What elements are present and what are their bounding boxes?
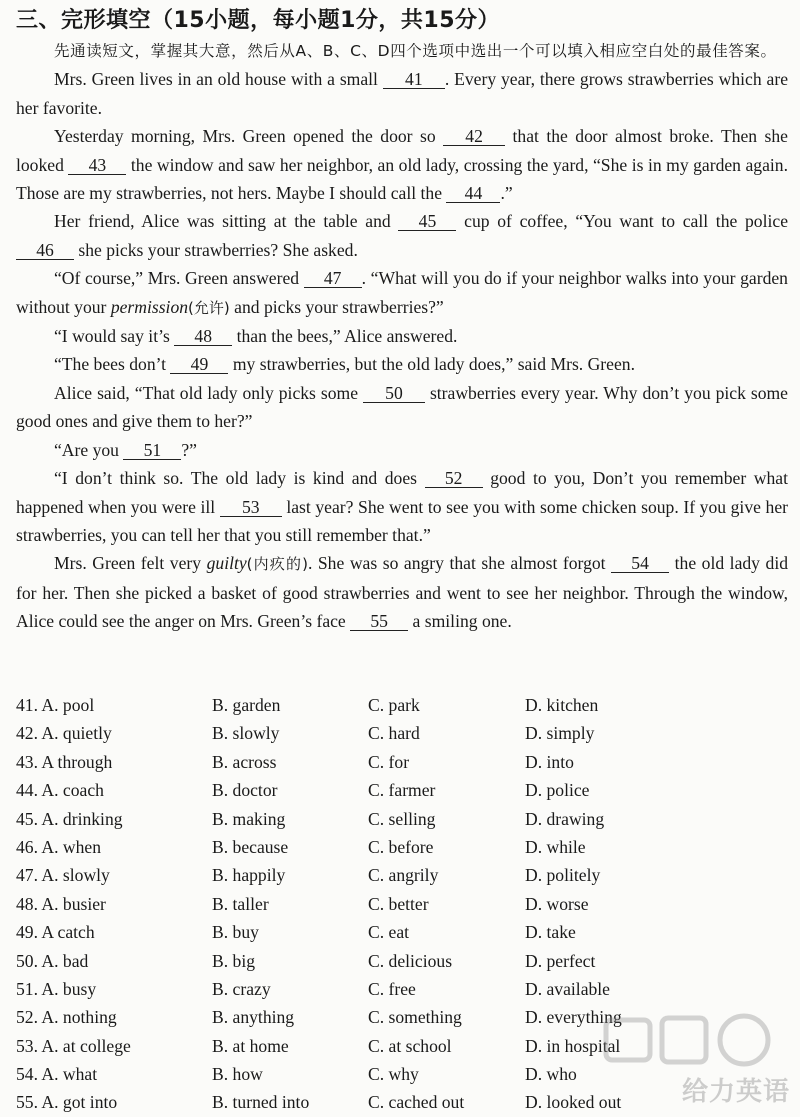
option-c: C. farmer [368, 780, 436, 801]
option-d: D. drawing [525, 808, 605, 829]
blank-55: 55 [350, 612, 408, 631]
option-d: D. politely [525, 865, 601, 886]
option-b: B. taller [212, 893, 269, 914]
vocab-gloss: (内疚的) [246, 555, 308, 574]
option-row-45 [16, 805, 796, 833]
blank-45: 45 [398, 212, 456, 231]
paragraph-3 [16, 207, 788, 264]
option-c: C. selling [368, 808, 436, 829]
option-c: C. better [368, 893, 429, 914]
option-b: B. doctor [212, 780, 278, 801]
option-a: 45. A. drinking [16, 808, 123, 829]
option-a: 55. A. got into [16, 1092, 118, 1113]
option-a: 46. A. when [16, 836, 102, 857]
option-a: 51. A. busy [16, 978, 97, 999]
option-b: B. slowly [212, 723, 280, 744]
passage-text: . “What will you do if your neighbor walks into your garden without your [16, 268, 788, 317]
passage-text: . She was so angry that she almost forgot [307, 553, 612, 574]
blank-52: 52 [425, 469, 483, 488]
option-a: 47. A. slowly [16, 865, 110, 886]
option-d: D. while [525, 836, 586, 857]
paragraph-7 [16, 379, 788, 436]
option-row-48 [16, 890, 796, 918]
vocab-gloss: (允许) [188, 298, 230, 317]
section-title: 三、完形填空（15小题，每小题1分，共15分） [16, 8, 501, 33]
cloze-passage [16, 37, 788, 636]
blank-48: 48 [174, 327, 232, 346]
option-row-47 [16, 861, 796, 889]
option-row-54 [16, 1060, 796, 1088]
paragraph-5 [16, 322, 788, 350]
option-a: 41. A. pool [16, 695, 95, 715]
passage-text: Mrs. Green felt very [54, 553, 207, 574]
option-a: 50. A. bad [16, 950, 89, 971]
option-d: D. available [525, 978, 610, 999]
blank-49: 49 [170, 355, 228, 374]
option-d: D. into [525, 751, 574, 772]
option-row-42 [16, 719, 796, 747]
option-a: 42. A. quietly [16, 723, 112, 744]
passage-text: the old lady did for her. Then she picked a basket of good strawberries and went to see her neighbor. Through the window, Alice could see the anger on Mrs. Green’s face [16, 553, 788, 632]
option-b: B. across [212, 751, 277, 772]
paragraph-2 [16, 122, 788, 207]
option-d: D. who [525, 1064, 577, 1085]
passage-text: my strawberries, but the old lady does,” said Mrs. Green. [228, 354, 635, 375]
passage-text: “I would say it’s [54, 326, 175, 347]
paragraph-6 [16, 350, 788, 378]
option-row-50 [16, 947, 796, 975]
option-b: B. because [212, 836, 289, 857]
option-row-41 [16, 691, 796, 719]
option-d: D. perfect [525, 950, 596, 971]
blank-53: 53 [220, 498, 282, 517]
option-row-55 [16, 1088, 796, 1116]
blank-54: 54 [611, 554, 669, 573]
option-d: D. in hospital [525, 1035, 621, 1056]
option-c: C. something [368, 1007, 462, 1028]
option-d: D. kitchen [525, 695, 599, 715]
passage-text: that the door almost broke. Then she looked [16, 126, 788, 175]
option-d: D. simply [525, 723, 595, 744]
paragraph-9 [16, 464, 788, 549]
option-d: D. worse [525, 893, 589, 914]
option-a: 48. A. busier [16, 893, 106, 914]
option-c: C. eat [368, 922, 410, 943]
option-a: 43. A through [16, 751, 113, 772]
passage-text: Alice said, “That old lady only picks some [54, 382, 363, 403]
option-row-46 [16, 833, 796, 861]
passage-text: the window and saw her neighbor, an old lady, crossing the yard, “She is in my garden again. Those are my strawberries, not hers. Maybe I should call the [16, 154, 788, 204]
blank-43: 43 [68, 156, 126, 175]
blank-50: 50 [363, 384, 425, 403]
option-a: 49. A catch [16, 922, 95, 943]
passage-text: “Are you [54, 439, 124, 460]
option-b: B. crazy [212, 978, 271, 999]
passage-text: and picks your strawberries?” [229, 296, 444, 317]
option-a: 44. A. coach [16, 780, 104, 801]
passage-text: Her friend, Alice was sitting at the table and [54, 211, 399, 232]
option-b: B. anything [212, 1007, 295, 1028]
option-row-43 [16, 748, 796, 776]
passage-text: good to you, Don’t you remember what happened when you were ill [16, 468, 788, 517]
passage-text: “Of course,” Mrs. Green answered [54, 268, 304, 289]
option-row-51 [16, 975, 796, 1003]
passage-text: than the bees,” Alice answered. [232, 326, 458, 347]
option-row-49 [16, 918, 796, 946]
option-c: C. angrily [368, 865, 439, 886]
option-c: C. for [368, 751, 410, 772]
blank-42: 42 [443, 127, 505, 146]
vocab-word: permission [110, 296, 189, 317]
option-c: C. hard [368, 723, 420, 744]
option-b: B. garden [212, 695, 281, 715]
paragraph-4 [16, 264, 788, 322]
blank-46: 46 [16, 241, 74, 260]
passage-text: she picks your strawberries? She asked. [74, 239, 358, 260]
option-c: C. at school [368, 1035, 452, 1056]
instructions: 先通读短文，掌握其大意，然后从A、B、C、D四个选项中选出一个可以填入相应空白处的最佳答案。 [54, 42, 777, 60]
option-c: C. free [368, 978, 416, 999]
passage-text: strawberries every year. Why don’t you pick some good ones and give them to her?” [16, 382, 788, 432]
passage-text: cup of coffee, “You want to call the police [456, 211, 788, 232]
passage-text: .” [500, 183, 513, 204]
option-d: D. everything [525, 1007, 622, 1028]
option-a: 53. A. at college [16, 1035, 131, 1056]
option-d: D. looked out [525, 1092, 622, 1113]
passage-text: ?” [181, 439, 197, 460]
passage-text: a smiling one. [408, 611, 512, 632]
option-row-52 [16, 1003, 796, 1031]
option-b: B. happily [212, 865, 286, 886]
paragraph-10 [16, 549, 788, 635]
passage-text: Mrs. Green lives in an old house with a small [54, 69, 383, 90]
option-a: 54. A. what [16, 1064, 98, 1085]
paragraph-8 [16, 436, 788, 464]
blank-47: 47 [304, 269, 362, 288]
option-b: B. at home [212, 1035, 289, 1056]
option-b: B. big [212, 950, 256, 971]
blank-41: 41 [383, 70, 445, 89]
passage-text: Yesterday morning, Mrs. Green opened the door so [54, 126, 444, 147]
watermark-text: 给力英语 [681, 1077, 790, 1107]
blank-44: 44 [446, 184, 500, 203]
option-b: B. turned into [212, 1092, 310, 1113]
vocab-word: guilty [206, 553, 247, 574]
option-d: D. take [525, 922, 576, 943]
option-c: C. delicious [368, 950, 453, 971]
option-row-53 [16, 1032, 796, 1060]
passage-text: last year? She went to see you with some chicken soup. If you give her strawberries, you can tell her that you still remember that.” [16, 496, 788, 545]
option-d: D. police [525, 780, 590, 801]
paragraph-1 [16, 65, 788, 122]
passage-text: “The bees don’t [54, 354, 171, 375]
option-c: C. park [368, 695, 420, 715]
blank-51: 51 [123, 441, 181, 460]
option-a: 52. A. nothing [16, 1007, 117, 1028]
option-b: B. how [212, 1064, 263, 1085]
option-b: B. buy [212, 922, 259, 943]
option-c: C. why [368, 1064, 419, 1085]
option-b: B. making [212, 808, 286, 829]
passage-text: “I don’t think so. The old lady is kind and does [54, 468, 425, 489]
option-c: C. before [368, 836, 434, 857]
passage-text: . Every year, there grows strawberries which are her favorite. [16, 69, 789, 118]
option-row-44 [16, 776, 796, 804]
answer-options [16, 691, 796, 1117]
option-c: C. cached out [368, 1092, 465, 1113]
